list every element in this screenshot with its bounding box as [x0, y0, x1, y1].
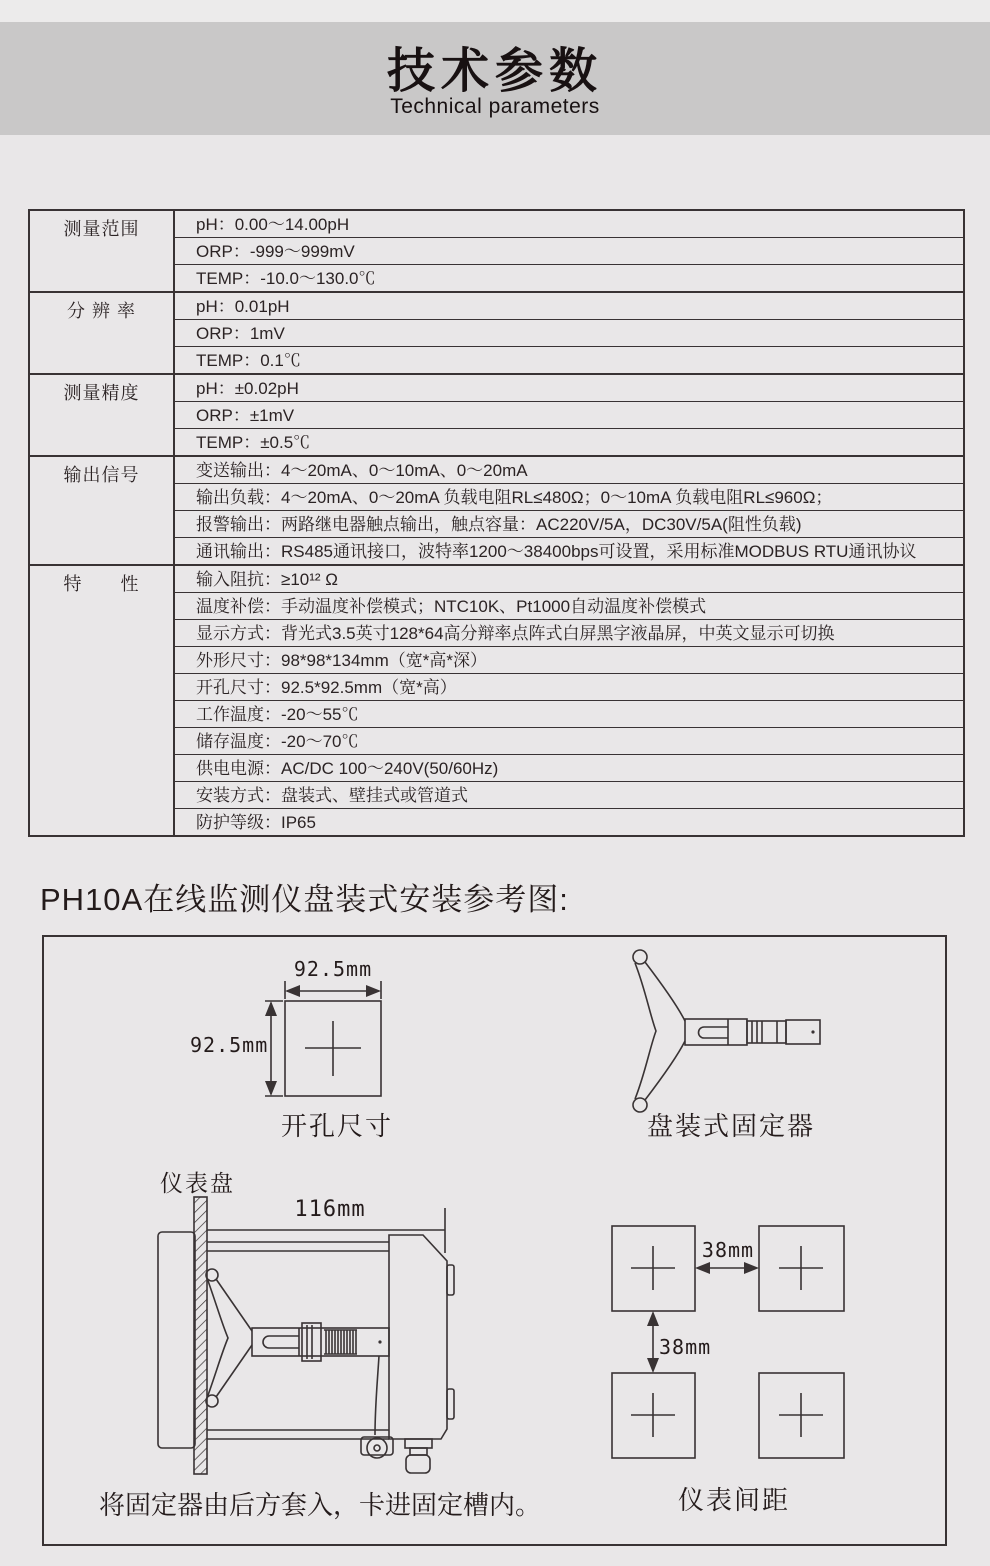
cutout-height-dimension-label: 92.5mm — [190, 1033, 269, 1057]
page-title: 技术参数 — [386, 45, 603, 98]
spec-group-output-signal — [30, 455, 963, 564]
spec-group-rows — [175, 457, 963, 564]
top-strip — [0, 0, 990, 22]
spec-table — [28, 209, 965, 837]
fixer-drawing — [633, 950, 820, 1112]
spec-row: 开孔尺寸：92.5*92.5mm（宽*高） — [175, 673, 963, 700]
side-view-caption: 将固定器由后方套入，卡进固定槽内。 — [99, 1490, 542, 1520]
spec-row: 显示方式：背光式3.5英寸128*64高分辩率点阵式白屏黑字液晶屏，中英文显示可切换 — [175, 619, 963, 646]
fixer-caption: 盘装式固定器 — [646, 1111, 815, 1141]
spacing-horizontal-dimension-label: 38mm — [701, 1238, 755, 1262]
spec-group-label: 输出信号 — [30, 457, 175, 564]
spec-row: TEMP：-10.0～130.0℃ — [175, 264, 963, 291]
spec-group-rows — [175, 293, 963, 373]
section-title: PH10A在线监测仪盘装式安装参考图: — [40, 882, 569, 917]
spec-group-characteristics — [30, 564, 963, 835]
spec-row: pH：±0.02pH — [196, 379, 299, 398]
spacing-caption: 仪表间距 — [677, 1485, 790, 1515]
spec-row: TEMP：±0.5℃ — [175, 428, 963, 455]
spec-row: 外形尺寸：98*98*134mm（宽*高*深） — [175, 646, 963, 673]
spec-row: pH：0.01pH — [196, 297, 290, 316]
panel-label: 仪表盘 — [160, 1170, 235, 1196]
spec-row: 变送输出：4～20mA、0～10mA、0～20mA — [196, 461, 528, 480]
spec-row: ORP：-999～999mV — [175, 237, 963, 264]
spec-row: ORP：1mV — [175, 319, 963, 346]
page-subtitle: Technical parameters — [390, 95, 600, 118]
installation-diagram-panel — [42, 935, 947, 1546]
spec-row: 安装方式：盘装式、壁挂式或管道式 — [175, 781, 963, 808]
cutout-width-dimension-label: 92.5mm — [293, 957, 373, 981]
spec-row: 报警输出：两路继电器触点输出，触点容量：AC220V/5A，DC30V/5A(阻性负载) — [175, 510, 963, 537]
spec-group-label: 分 辨 率 — [30, 293, 175, 373]
side-view-drawing — [158, 1197, 454, 1474]
side-view-width-dimension-label: 116mm — [294, 1197, 366, 1222]
spec-group-label: 特 性 — [30, 566, 175, 835]
spec-row: 通讯输出：RS485通讯接口，波特率1200～38400bps可设置，采用标准MODBUS RTU通讯协议 — [175, 537, 963, 564]
spec-row: pH：0.00～14.00pH — [196, 215, 350, 234]
spec-row: ORP：±1mV — [175, 401, 963, 428]
cutout-caption: 开孔尺寸 — [280, 1111, 393, 1141]
spacing-vertical-dimension-label: 38mm — [659, 1335, 712, 1359]
spec-group-measure-range — [30, 211, 963, 291]
spec-group-rows — [175, 211, 963, 291]
installation-line-drawings — [44, 937, 945, 1544]
spec-group-resolution — [30, 291, 963, 373]
spec-row: 输出负载：4～20mA、0～20mA 负载电阻RL≤480Ω；0～10mA 负载电阻RL≤960Ω； — [175, 483, 963, 510]
spec-group-label: 测量范围 — [30, 211, 175, 291]
spec-group-accuracy — [30, 373, 963, 455]
spec-row: 温度补偿：手动温度补偿模式；NTC10K、Pt1000自动温度补偿模式 — [175, 592, 963, 619]
cutout-drawing — [265, 981, 381, 1096]
spec-row: 储存温度：-20～70℃ — [175, 727, 963, 754]
spec-row: 输入阻抗：≥10¹² Ω — [196, 570, 338, 589]
spec-row: 供电电源：AC/DC 100～240V(50/60Hz) — [175, 754, 963, 781]
spec-group-rows — [175, 375, 963, 455]
spec-row: TEMP：0.1℃ — [175, 346, 963, 373]
spec-row: 防护等级：IP65 — [175, 808, 963, 835]
spec-group-label: 测量精度 — [30, 375, 175, 455]
spec-row: 工作温度：-20～55℃ — [175, 700, 963, 727]
spec-group-rows — [175, 566, 963, 835]
